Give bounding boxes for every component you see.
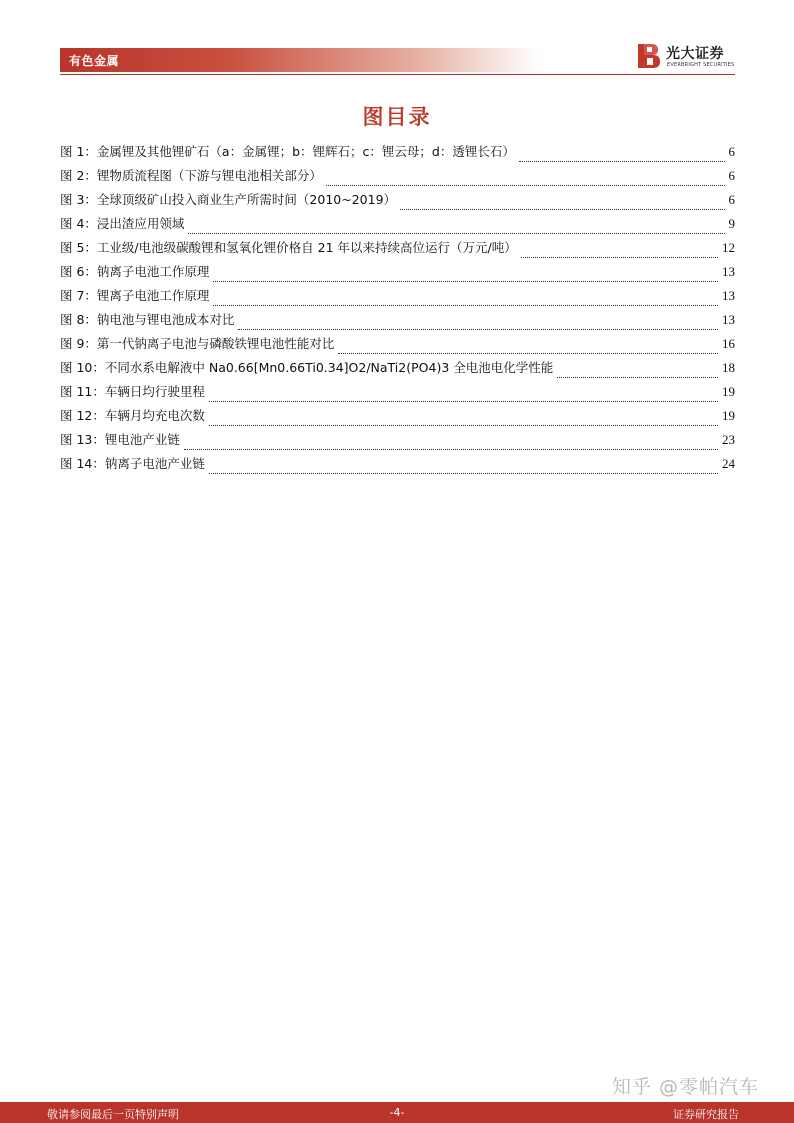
toc-entry-label: 图 5：工业级/电池级碳酸锂和氢氧化锂价格自 21 年以来持续高位运行（万元/吨） <box>60 240 517 255</box>
toc-entry-label: 图 7：锂离子电池工作原理 <box>60 288 210 303</box>
toc-entry-label: 图 8：钠电池与锂电池成本对比 <box>60 312 235 327</box>
toc-entry-label: 图 10：不同水系电解液中 Na0.66[Mn0.66Ti0.34]O2/NaTi2(PO4)3 全电池电化学性能 <box>60 360 554 375</box>
brand-name-cn: 光大证券 <box>666 46 724 62</box>
toc-leader-dots <box>209 401 718 402</box>
toc-entry-label: 图 3：全球顶级矿山投入商业生产所需时间（2010~2019） <box>60 192 397 207</box>
footer-report-type: 证券研究报告 <box>673 1108 739 1121</box>
toc-entry-page: 13 <box>722 288 735 303</box>
toc-entry[interactable] <box>60 142 735 166</box>
toc-entry-page: 6 <box>728 168 735 183</box>
toc-entry-page: 12 <box>722 240 735 255</box>
toc-leader-dots <box>184 449 718 450</box>
toc-leader-dots <box>400 209 724 210</box>
toc-entry[interactable] <box>60 190 735 214</box>
toc-entry[interactable] <box>60 430 735 454</box>
toc-entry-page: 18 <box>722 360 735 375</box>
toc-leader-dots <box>209 425 718 426</box>
toc-leader-dots <box>521 257 718 258</box>
toc-entry-page: 16 <box>722 336 735 351</box>
toc-entry-page: 19 <box>722 384 735 399</box>
figure-toc-list <box>60 142 735 478</box>
toc-entry-label: 图 14：钠离子电池产业链 <box>60 456 205 471</box>
toc-entry-label: 图 12：车辆月均充电次数 <box>60 408 205 423</box>
toc-entry-page: 19 <box>722 408 735 423</box>
toc-leader-dots <box>188 233 724 234</box>
toc-entry-label: 图 9：第一代钠离子电池与磷酸铁锂电池性能对比 <box>60 336 335 351</box>
toc-entry[interactable] <box>60 406 735 430</box>
toc-entry[interactable] <box>60 214 735 238</box>
sector-label: 有色金属 <box>69 54 120 68</box>
toc-entry[interactable] <box>60 358 735 382</box>
toc-entry-label: 图 1：金属锂及其他锂矿石（a：金属锂；b：锂辉石；c：锂云母；d：透锂长石） <box>60 144 515 159</box>
page-number: -4- <box>389 1106 405 1119</box>
toc-entry-page: 13 <box>722 312 735 327</box>
toc-entry-label: 图 13：锂电池产业链 <box>60 432 180 447</box>
toc-entry-page: 24 <box>722 456 735 471</box>
toc-leader-dots <box>213 305 718 306</box>
toc-entry[interactable] <box>60 286 735 310</box>
toc-leader-dots <box>519 161 725 162</box>
toc-entry[interactable] <box>60 238 735 262</box>
toc-entry[interactable] <box>60 166 735 190</box>
toc-entry-label: 图 4：浸出渣应用领域 <box>60 216 185 231</box>
footer-band <box>0 1102 794 1123</box>
toc-entry[interactable] <box>60 382 735 406</box>
toc-entry-label: 图 11：车辆日均行驶里程 <box>60 384 205 399</box>
toc-leader-dots <box>213 281 718 282</box>
toc-entry-page: 13 <box>722 264 735 279</box>
page-title: 图目录 <box>362 105 432 129</box>
toc-entry[interactable] <box>60 334 735 358</box>
toc-entry-page: 9 <box>728 216 735 231</box>
toc-entry-page: 6 <box>728 144 735 159</box>
toc-entry-label: 图 6：钠离子电池工作原理 <box>60 264 210 279</box>
brand-name-en: EVERBRIGHT SECURITIES <box>667 62 735 68</box>
toc-leader-dots <box>326 185 725 186</box>
toc-entry[interactable] <box>60 454 735 478</box>
toc-leader-dots <box>238 329 718 330</box>
toc-leader-dots <box>209 473 718 474</box>
toc-entry-page: 23 <box>722 432 735 447</box>
everbright-logo-icon <box>636 42 662 72</box>
brand-logo <box>636 42 736 72</box>
toc-entry[interactable] <box>60 310 735 334</box>
toc-leader-dots <box>557 377 718 378</box>
header-divider <box>60 74 735 75</box>
zhihu-watermark: 知乎 @零帕汽车 <box>612 1076 760 1098</box>
footer-disclaimer: 敬请参阅最后一页特别声明 <box>47 1108 179 1121</box>
toc-entry[interactable] <box>60 262 735 286</box>
toc-entry-label: 图 2：锂物质流程图（下游与锂电池相关部分） <box>60 168 322 183</box>
header-band <box>60 48 540 72</box>
toc-leader-dots <box>338 353 718 354</box>
toc-entry-page: 6 <box>728 192 735 207</box>
